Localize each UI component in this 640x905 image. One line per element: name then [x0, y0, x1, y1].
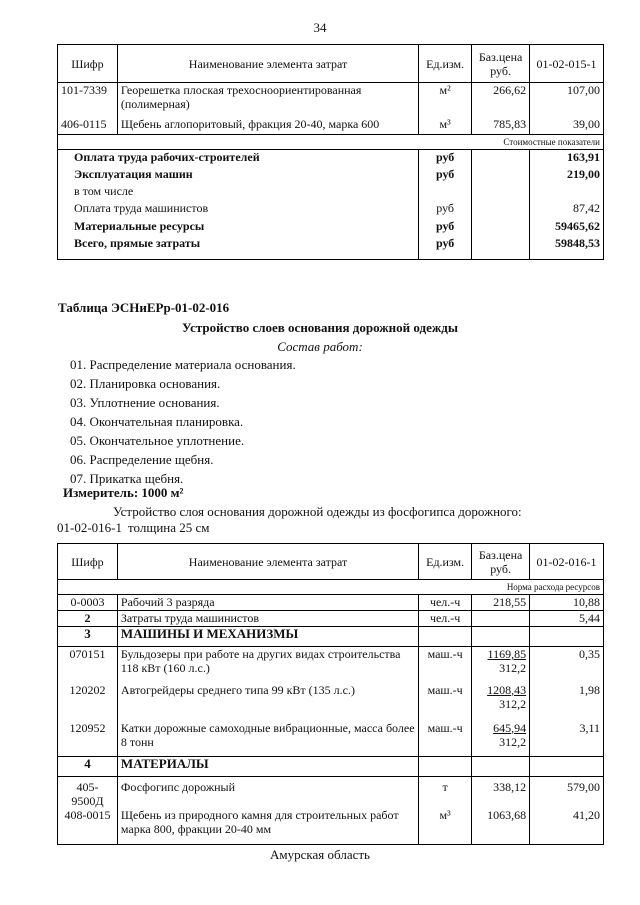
- table-subtitle: Устройство слоев основания дорожной одежды: [181, 320, 459, 335]
- table-row-unit: м²: [419, 83, 472, 117]
- table-row-code: 120952: [58, 721, 118, 757]
- table-title: Таблица ЭСНиЕРр-01-02-016: [58, 300, 230, 315]
- table-row-value: 107,00: [530, 83, 604, 117]
- table-row-price2: 312,2: [499, 734, 527, 749]
- table-row-name: Катки дорожные самоходные вибрационные, масса более 8 тонн: [117, 721, 418, 757]
- table-row-unit: м³: [419, 808, 472, 844]
- norm-label: Норма расхода ресурсов: [472, 580, 604, 595]
- table-row-price: 1063,68: [472, 808, 530, 844]
- header-code: Шифр: [58, 45, 118, 83]
- cost-value: 59465,62: [530, 219, 604, 236]
- table-row-code: 408-0015: [58, 808, 118, 844]
- cost-unit: руб: [419, 201, 472, 219]
- table-row-name: Щебень аглопоритовый, фракция 20-40, марка 600: [117, 117, 418, 135]
- table-row-code: 120202: [58, 683, 118, 721]
- table-row-price: 645,94: [493, 720, 527, 735]
- footer-region: Амурская область: [270, 847, 370, 862]
- table-row-code: 406-0115: [58, 117, 118, 135]
- header-name: Наименование элемента затрат: [117, 45, 418, 83]
- table-row-value: 579,00: [530, 777, 604, 809]
- meter-label: Измеритель: 1000 м²: [63, 485, 184, 500]
- table-row-value: 39,00: [530, 117, 604, 135]
- table-row-code: 101-7339: [58, 83, 118, 117]
- table-row-value: 41,20: [530, 808, 604, 844]
- table-row-value: 0,35: [530, 647, 604, 683]
- table-row-price: 218,55: [472, 595, 530, 611]
- table-row-unit: маш.-ч: [419, 647, 472, 683]
- cost-value: 59848,53: [530, 236, 604, 260]
- cost-unit: руб: [419, 167, 472, 184]
- list-item: 01. Распределение материала основания.: [70, 357, 296, 372]
- header-col: 01-02-015-1: [530, 45, 604, 83]
- table-row-price2: 312,2: [499, 696, 527, 711]
- page-number: 34: [313, 20, 327, 35]
- table-row-name: Бульдозеры при работе на других видах строительства 118 кВт (160 л.с.): [117, 647, 418, 683]
- list-item: 03. Уплотнение основания.: [70, 395, 220, 410]
- cost-unit: руб: [419, 219, 472, 236]
- cost-name: Эксплуатация машин: [58, 167, 419, 184]
- list-item: 05. Окончательное уплотнение.: [70, 433, 245, 448]
- header-name: Наименование элемента затрат: [117, 544, 418, 580]
- cost-name: Всего, прямые затраты: [58, 236, 419, 260]
- table-row-code: 2: [58, 611, 118, 627]
- list-item: 04. Окончательная планировка.: [70, 414, 244, 429]
- work-list: [70, 355, 296, 488]
- header-unit: Ед.изм.: [419, 45, 472, 83]
- table-row-code: 0-0003: [58, 595, 118, 611]
- table-row-unit: м³: [419, 117, 472, 135]
- table-row-name: Затраты труда машинистов: [117, 611, 418, 627]
- table-row-name: Щебень из природного камня для строительных работ марка 800, фракции 20-40 мм: [117, 808, 418, 844]
- table-row-price: 1208,43: [487, 682, 527, 697]
- table-row-value: 1,98: [530, 683, 604, 721]
- table-row-price: 266,62: [472, 83, 530, 117]
- table-row-price: 785,83: [472, 117, 530, 135]
- table-row-name: Рабочий 3 разряда: [117, 595, 418, 611]
- table-row-price: 338,12: [472, 777, 530, 809]
- cost-value: 87,42: [530, 201, 604, 219]
- table-row-code: 405-9500Д: [58, 777, 118, 809]
- table-row-code: 3: [58, 627, 118, 647]
- table-row-name: МАТЕРИАЛЫ: [117, 757, 418, 777]
- table-row-price: 1169,85: [487, 647, 527, 661]
- header-code: Шифр: [58, 544, 118, 580]
- list-item: 02. Планировка основания.: [70, 376, 221, 391]
- table-01-02-016: [57, 543, 604, 845]
- cost-name: Оплата труда рабочих-строителей: [58, 150, 419, 167]
- table-01-02-015: [57, 44, 604, 260]
- table-row-unit: маш.-ч: [419, 683, 472, 721]
- table-row-name: Автогрейдеры среднего типа 99 кВт (135 л.с.): [117, 683, 418, 721]
- table-row-value: 3,11: [530, 721, 604, 757]
- table-row-name: МАШИНЫ И МЕХАНИЗМЫ: [117, 627, 418, 647]
- cost-value: 163,91: [530, 150, 604, 167]
- header-price: Баз.цена руб.: [472, 45, 530, 83]
- list-item: 07. Прикатка щебня.: [70, 471, 184, 486]
- header-price: Баз.цена руб.: [472, 544, 530, 580]
- table-row-unit: маш.-ч: [419, 721, 472, 757]
- cost-unit: руб: [419, 150, 472, 167]
- description-line1: Устройство слоя основания дорожной одежды из фосфогипса дорожного:: [113, 504, 522, 519]
- list-item: 06. Распределение щебня.: [70, 452, 214, 467]
- cost-name: Материальные ресурсы: [58, 219, 419, 236]
- table-row-value: 10,88: [530, 595, 604, 611]
- description-code: 01-02-016-1: [57, 520, 122, 535]
- table-row-unit: чел.-ч: [419, 595, 472, 611]
- header-unit: Ед.изм.: [419, 544, 472, 580]
- cost-label: Стоимостные показатели: [472, 135, 604, 150]
- table-row-unit: т: [419, 777, 472, 809]
- cost-name: в том числе: [58, 184, 419, 201]
- table-row-code: 070151: [58, 647, 118, 683]
- header-col: 01-02-016-1: [530, 544, 604, 580]
- table-row-name: Фосфогипс дорожный: [117, 777, 418, 809]
- description-line2: толщина 25 см: [128, 520, 210, 535]
- table-row-price2: 312,2: [499, 661, 527, 675]
- cost-value: 219,00: [530, 167, 604, 184]
- cost-unit: руб: [419, 236, 472, 260]
- work-title: Состав работ:: [277, 339, 363, 354]
- table-row-value: 5,44: [530, 611, 604, 627]
- table-row-name: Георешетка плоская трехосноориентированная (полимерная): [117, 83, 418, 117]
- cost-name: Оплата труда машинистов: [58, 201, 419, 219]
- table-row-code: 4: [58, 757, 118, 777]
- table-row-unit: чел.-ч: [419, 611, 472, 627]
